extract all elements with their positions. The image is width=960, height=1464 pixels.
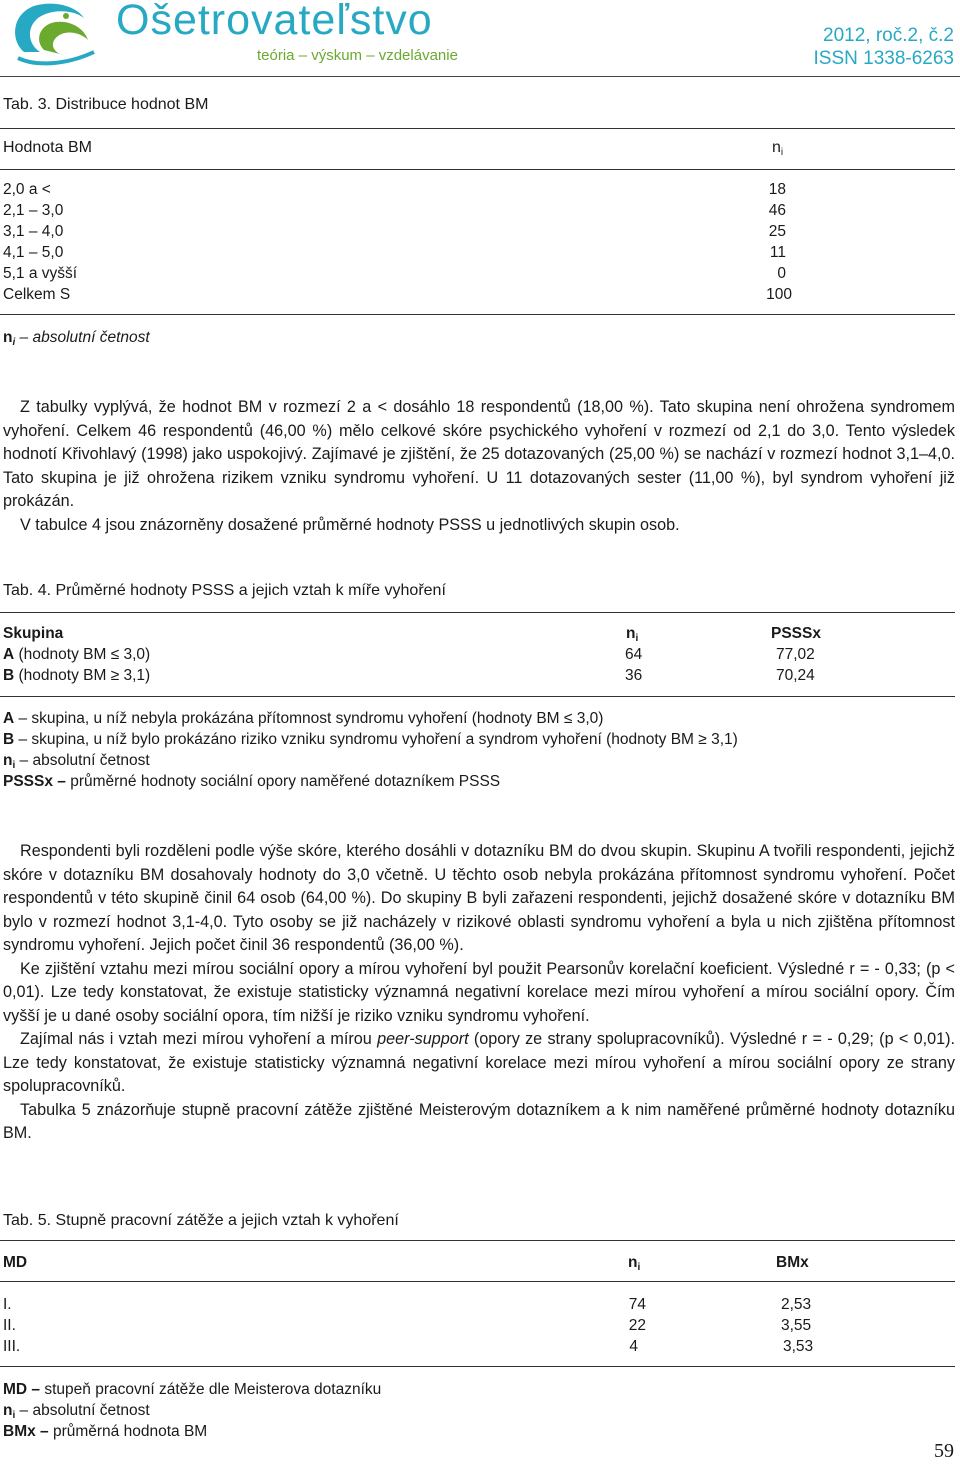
paragraph: V tabulce 4 jsou znázorněny dosažené průměrné hodnoty PSSS u jednotlivých skupin osob.: [20, 515, 680, 534]
paragraph: Tabulka 5 znázorňuje stupně pracovní zátěže zjištěné Meisterovým dotazníkem a k nim naměřené průměrné hodnoty dotazníku BM.: [3, 1100, 955, 1142]
tab4-row-group: A (hodnoty BM ≤ 3,0): [3, 646, 151, 663]
tab3-row-value: 0: [777, 265, 786, 282]
tab4-row-count: 36: [625, 667, 643, 684]
tab3-row-label: 2,1 – 3,0: [3, 202, 64, 219]
page-header: [0, 0, 960, 78]
tab5-col-header-bmx: BMx: [776, 1254, 809, 1271]
journal-subtitle: teória – výskum – vzdelávanie: [257, 47, 458, 64]
tab5-header-rule: [0, 1281, 955, 1282]
tab4-col-header-group: Skupina: [3, 625, 64, 642]
tab3-row-value: 100: [766, 286, 792, 303]
paragraph: Zajímal nás i vztah mezi mírou vyhoření a mírou peer-support (opory ze strany spolupracovníků). Výsledné r = - 0,29; (p < 0,01). Lze tedy konstatovat, že existuje statisticky významná negativní korelace mezi mírou vyhoření a mírou sociální opory ze strany spolupracovníků.: [3, 1030, 956, 1095]
tab4-row-psssx: 77,02: [776, 646, 815, 663]
tab4-note: B – skupina, u níž bylo prokázáno riziko vzniku syndromu vyhoření a syndrom vyhoření (hodnoty BM ≥ 3,1): [3, 731, 738, 748]
tab3-bottom-rule: [0, 314, 955, 315]
tab5-row-count: 74: [628, 1296, 646, 1313]
tab4-note: PSSSx – průměrné hodnoty sociální opory naměřené dotazníkem PSSS: [3, 773, 501, 790]
tab3-col-header-count: $n_i$: [772, 139, 784, 158]
tab3-row-label: 5,1 a vyšší: [3, 265, 78, 282]
body-text-1: [3, 396, 955, 537]
paragraph: Ke zjištění vztahu mezi mírou sociální opory a mírou vyhoření byl použit Pearsonův korelační koeficient. Výsledné r = - 0,33; (p < 0,01). Lze tedy konstatovat, že existuje statisticky významná negativní korelace mezi mírou vyhoření a mírou sociální opory. Čím vyšší je u dané osoby sociální opora, tím nižší je riziko vzniku syndromu vyhoření.: [3, 959, 955, 1025]
tab4-row-group: B (hodnoty BM ≥ 3,1): [3, 667, 151, 684]
tab3-row-value: 11: [769, 244, 786, 261]
tab3-top-rule: [0, 128, 955, 129]
tab3-row-value: 25: [768, 223, 786, 240]
tab5-top-rule: [0, 1240, 955, 1241]
tab3-row-label: 2,0 a <: [3, 181, 51, 198]
tab4-caption: Tab. 4. Průměrné hodnoty PSSS a jejich vztah k míře vyhoření: [3, 582, 446, 599]
body-text-2: [3, 840, 955, 1146]
tab3-col-header-value: Hodnota BM: [3, 139, 92, 156]
tab5-note: BMx – průměrná hodnota BM: [3, 1423, 208, 1440]
tab4-col-header-psssx: PSSSx: [771, 625, 821, 642]
issue-volume: 2012, roč.2, č.2: [823, 25, 954, 46]
tab5-row-bmx: 3,55: [781, 1317, 812, 1334]
tab4-col-header-count: $n_i$: [626, 625, 639, 644]
tab3-row-label: Celkem S: [3, 286, 71, 303]
journal-title: Ošetrovateľstvo: [116, 0, 433, 44]
tab3-row-label: 3,1 – 4,0: [3, 223, 64, 240]
page-number: 59: [934, 1440, 954, 1462]
tab5-row-bmx: 3,53: [783, 1338, 814, 1355]
tab5-row-bmx: 2,53: [781, 1296, 812, 1313]
tab4-note: $n_i$ – absolutní četnost: [3, 752, 150, 771]
tab5-row-count: 22: [628, 1317, 646, 1334]
tab3-row-value: 18: [768, 181, 786, 198]
tab3-row-value: 46: [768, 202, 786, 219]
tab5-row-md: II.: [3, 1317, 16, 1334]
tab4-bottom-rule: [0, 696, 955, 697]
tab5-col-header-count: $n_i$: [628, 1254, 641, 1273]
tab5-col-header-md: MD: [3, 1254, 28, 1271]
tab3-header-rule: [0, 169, 955, 170]
tab5-note: $n_i$ – absolutní četnost: [3, 1402, 150, 1421]
issue-info: [814, 24, 955, 70]
tab5-row-md: I.: [3, 1296, 12, 1313]
tab5-note: MD – stupeň pracovní zátěže dle Meisterova dotazníku: [3, 1381, 382, 1398]
tab4-row-psssx: 70,24: [776, 667, 815, 684]
tab4-note: A – skupina, u níž nebyla prokázána přítomnost syndromu vyhoření (hodnoty BM ≤ 3,0): [3, 710, 604, 727]
paragraph: Respondenti byli rozděleni podle výše skóre, kterého dosáhli v dotazníku BM do dvou skupin. Skupinu A tvořili respondenti, jejichž skóre v dotazníku BM dosahovaly hodnoty do 3,0 včetně. U těchto osob nebyla prokázána přítomnost syndromu vyhoření. Počet respondentů v této skupině činil 64 osob (64,00 %). Do skupiny B byli zařazeni respondenti, jejichž dosažené skóre v dotazníku BM bylo v rozmezí hodnot 3,1-4,0. Tyto osoby se již nacházely v rizikové oblasti syndromu vyhoření a byla u nich zjištěna přítomnost syndromu vyhoření. Jejich počet činil 36 respondentů (36,00 %).: [3, 842, 955, 954]
tab5-row-count: 4: [629, 1338, 638, 1355]
header-divider: [0, 76, 960, 77]
paragraph: Z tabulky vyplývá, že hodnot BM v rozmezí 2 a < dosáhlo 18 respondentů (18,00 %). Tato skupina není ohrožena syndromem vyhoření. Celkem 46 respondentů (46,00 %) mělo celkové skóre psychického vyhoření v rozmezí od 2,1 do 3,0. Tento výsledek hodnotí Křivohlavý (1998) jako uspokojivý. Zajímavé je zjištění, že 25 dotazovaných (25,00 %) se nachází v rozmezí hodnot 3,1–4,0. Tato skupina je již ohrožena rizikem vzniku syndromu vyhoření. U 11 dotazovaných sester (11,00 %), byl syndrom vyhoření již prokázán.: [3, 398, 955, 510]
journal-logo-icon: [4, 0, 114, 70]
tab5-bottom-rule: [0, 1366, 955, 1367]
tab5-caption: Tab. 5. Stupně pracovní zátěže a jejich vztah k vyhoření: [3, 1212, 399, 1229]
tab3-caption: Tab. 3. Distribuce hodnot BM: [3, 96, 209, 113]
tab4-top-rule: [0, 612, 955, 613]
tab5-row-md: III.: [3, 1338, 21, 1355]
issue-issn: ISSN 1338-6263: [813, 48, 954, 69]
tab3-note: $n_i$ – absolutní četnost: [3, 329, 150, 348]
tab4-row-count: 64: [625, 646, 643, 663]
tab3-row-label: 4,1 – 5,0: [3, 244, 64, 261]
